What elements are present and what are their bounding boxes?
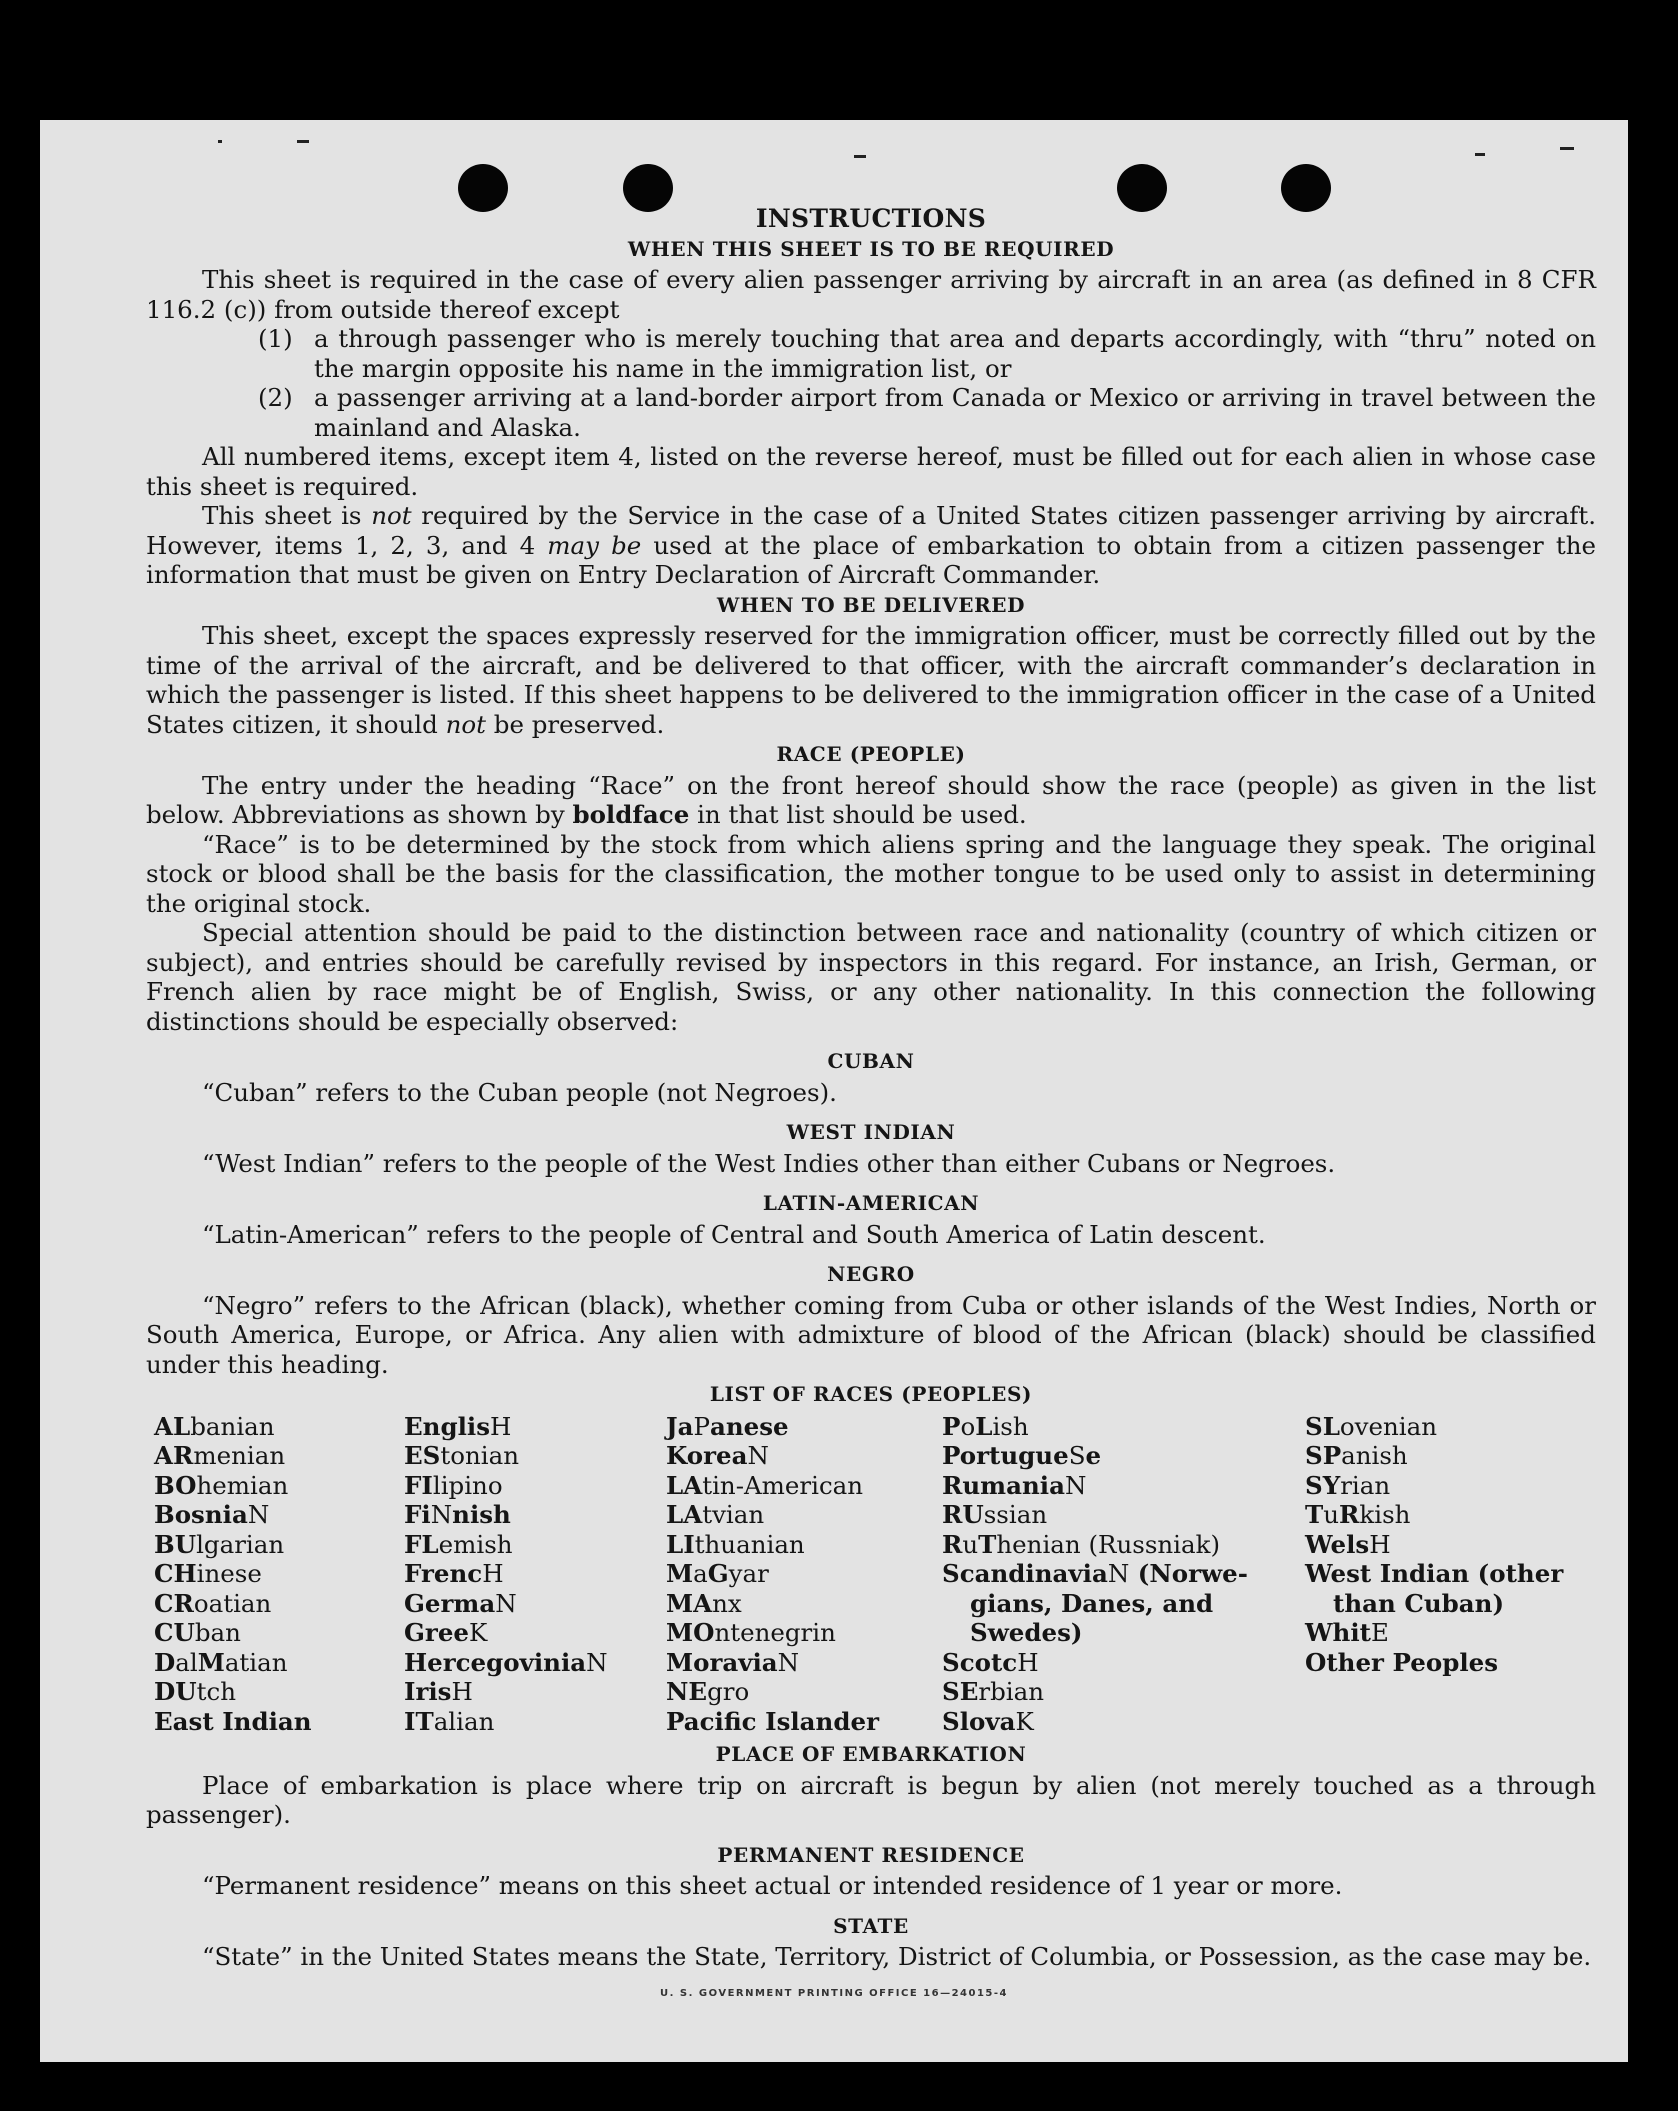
scan-speck bbox=[854, 155, 866, 158]
race-entry: ARmenian bbox=[154, 1441, 286, 1470]
document-sheet bbox=[40, 120, 1628, 2062]
race-entry: gians, Danes, and bbox=[970, 1588, 1214, 1618]
scan-speck bbox=[297, 140, 309, 143]
race-entry: JaPanese bbox=[666, 1411, 789, 1441]
race-entry: Other Peoples bbox=[1305, 1647, 1499, 1677]
race-entry: CHinese bbox=[154, 1559, 262, 1588]
scan-speck bbox=[1475, 153, 1485, 156]
race-entry: NEgro bbox=[666, 1677, 750, 1706]
race-entry: than Cuban) bbox=[1333, 1588, 1505, 1618]
race-entry: Swedes) bbox=[970, 1618, 1083, 1647]
paragraph: This sheet, except the spaces expressly reserved for the immigration officer, must be correctly filled out by the time of the arrival of the aircraft, and be delivered to that officer, with the aircraft commander’s declaration in which the passenger is listed. If this sheet happens to be delivered to the immigration officer in the case of a United States citizen, it should not be preserved. bbox=[146, 621, 1596, 739]
paragraph: “Latin-American” refers to the people of Central and South America of Latin descent. bbox=[202, 1219, 1266, 1249]
item-number: (1) bbox=[258, 324, 293, 353]
races-list bbox=[146, 1412, 1596, 1737]
race-entry: FrencH bbox=[404, 1559, 504, 1588]
race-entry: MoraviaN bbox=[666, 1647, 800, 1677]
item-number: (2) bbox=[258, 383, 293, 412]
section-heading: WHEN TO BE DELIVERED bbox=[716, 592, 1026, 617]
races-column bbox=[666, 1412, 942, 1737]
item-text: a through passenger who is merely touching that area and departs accordingly, with “thru” noted on the margin opposite his name in the immigration list, or bbox=[314, 324, 1596, 383]
scan-speck bbox=[218, 140, 222, 143]
paragraph: “West Indian” refers to the people of the West Indies other than either Cubans or Negroes. bbox=[202, 1148, 1336, 1178]
race-entry: WhitE bbox=[1305, 1618, 1389, 1647]
race-entry: East Indian bbox=[154, 1706, 312, 1736]
paragraph: This sheet is required in the case of every alien passenger arriving by aircraft in an area (as defined in 8 CFR 116.2 (c)) from outside thereof except bbox=[146, 265, 1596, 324]
race-entry: SPanish bbox=[1305, 1441, 1408, 1470]
race-entry: FLemish bbox=[404, 1529, 513, 1559]
instructions-body bbox=[146, 204, 1596, 1972]
race-entry: Pacific Islander bbox=[666, 1706, 879, 1736]
race-entry: DUtch bbox=[154, 1677, 236, 1706]
race-entry: BUlgarian bbox=[154, 1529, 285, 1559]
race-entry: LIthuanian bbox=[666, 1529, 805, 1559]
race-entry: PoLish bbox=[942, 1411, 1029, 1441]
race-entry: MaGyar bbox=[666, 1559, 769, 1588]
race-entry: LAtin-American bbox=[666, 1470, 864, 1500]
paragraph: Special attention should be paid to the distinction between race and nationality (country of which citizen or subject), and entries should be carefully revised by inspectors in this regard. For instance, an Irish, German, or French alien by race might be of English, Swiss, or any other nationality. In this connection the following distinctions should be especially observed: bbox=[146, 918, 1596, 1036]
page-title: INSTRUCTIONS bbox=[755, 204, 987, 233]
race-entry: GreeK bbox=[404, 1618, 488, 1647]
item-text: a passenger arriving at a land-border airport from Canada or Mexico or arriving in travel between the mainland and Alaska. bbox=[314, 383, 1596, 442]
race-entry: MAnx bbox=[666, 1588, 742, 1618]
race-entry: PortugueSe bbox=[942, 1441, 1102, 1470]
paragraph: All numbered items, except item 4, listed on the reverse hereof, must be filled out for each alien in whose case this sheet is required. bbox=[146, 442, 1596, 501]
paragraph: This sheet is not required by the Service in the case of a United States citizen passenger arriving by aircraft. However, items 1, 2, 3, and 4 may be used at the place of embarkation to obtain from a citizen passenger the information that must be given on Entry Declaration of Aircraft Commander. bbox=[146, 501, 1596, 589]
race-entry: SLovenian bbox=[1305, 1411, 1438, 1441]
section-heading: PLACE OF EMBARKATION bbox=[715, 1742, 1027, 1766]
section-heading: WHEN THIS SHEET IS TO BE REQUIRED bbox=[627, 236, 1115, 261]
race-entry: ALbanian bbox=[154, 1411, 275, 1441]
race-entry: IrisH bbox=[404, 1677, 473, 1706]
section-heading: RACE (PEOPLE) bbox=[776, 742, 966, 766]
race-entry: BOhemian bbox=[154, 1470, 289, 1500]
race-entry: DalMatian bbox=[154, 1647, 288, 1677]
race-entry: KoreaN bbox=[666, 1441, 769, 1470]
race-entry: West Indian (other bbox=[1305, 1559, 1564, 1588]
race-entry: CRoatian bbox=[154, 1588, 272, 1618]
races-column bbox=[942, 1412, 1305, 1737]
race-entry: TuRkish bbox=[1305, 1500, 1411, 1529]
paragraph: “Negro” refers to the African (black), whether coming from Cuba or other islands of the West Indies, North or South America, Europe, or Africa. Any alien with admixture of blood of the African (black) should be classified under this heading. bbox=[146, 1290, 1596, 1379]
race-entry: GermaN bbox=[404, 1588, 517, 1618]
race-entry: BosniaN bbox=[154, 1500, 270, 1529]
paragraph: “Permanent residence” means on this sheet actual or intended residence of 1 year or more. bbox=[202, 1871, 1343, 1900]
race-entry: FIlipino bbox=[404, 1470, 503, 1500]
race-entry: WelsH bbox=[1305, 1529, 1391, 1559]
race-entry: SYrian bbox=[1305, 1470, 1391, 1500]
race-entry: SlovaK bbox=[942, 1706, 1034, 1736]
race-entry: RUssian bbox=[942, 1500, 1048, 1529]
section-heading: PERMANENT RESIDENCE bbox=[717, 1842, 1025, 1867]
race-entry: MOntenegrin bbox=[666, 1618, 836, 1647]
race-entry: HercegoviniaN bbox=[404, 1647, 608, 1677]
paragraph: “Cuban” refers to the Cuban people (not Negroes). bbox=[202, 1077, 837, 1107]
paragraph: Place of embarkation is place where trip on aircraft is begun by alien (not merely touched as a through passenger). bbox=[146, 1770, 1596, 1829]
race-entry: LAtvian bbox=[666, 1500, 765, 1529]
scan-speck bbox=[1560, 147, 1574, 150]
race-entry: SErbian bbox=[942, 1677, 1044, 1706]
race-entry: EStonian bbox=[404, 1441, 519, 1470]
section-heading: STATE bbox=[833, 1913, 909, 1938]
race-entry: RuThenian (Russniak) bbox=[942, 1529, 1221, 1559]
race-entry: ITalian bbox=[404, 1706, 495, 1736]
races-column bbox=[404, 1412, 666, 1737]
paragraph: The entry under the heading “Race” on the front hereof should show the race (people) as given in the list below. Abbreviations as shown by boldface in that list should be used. bbox=[146, 770, 1596, 829]
section-heading: LIST OF RACES (PEOPLES) bbox=[709, 1382, 1033, 1406]
races-column bbox=[1305, 1412, 1565, 1737]
race-entry: EnglisH bbox=[404, 1411, 512, 1441]
race-entry: ScotcH bbox=[942, 1647, 1039, 1677]
section-heading: NEGRO bbox=[827, 1262, 915, 1286]
races-column bbox=[146, 1412, 404, 1737]
list-item bbox=[258, 383, 1596, 442]
race-entry: RumaniaN bbox=[942, 1470, 1087, 1500]
list-item bbox=[258, 324, 1596, 383]
section-heading: WEST INDIAN bbox=[786, 1120, 956, 1144]
section-heading: CUBAN bbox=[827, 1049, 915, 1073]
printer-imprint: U. S. GOVERNMENT PRINTING OFFICE 16—24015-4 bbox=[660, 1988, 1008, 1999]
section-heading: LATIN-AMERICAN bbox=[762, 1191, 980, 1215]
paragraph: “Race” is to be determined by the stock from which aliens spring and the language they speak. The original stock or blood shall be the basis for the classification, the mother tongue to be used only to assist in determining the original stock. bbox=[146, 829, 1596, 918]
race-entry: FiNnish bbox=[404, 1500, 511, 1529]
race-entry: CUban bbox=[154, 1618, 241, 1647]
paragraph: “State” in the United States means the State, Territory, District of Columbia, or Possession, as the case may be. bbox=[202, 1942, 1592, 1971]
race-entry: ScandinaviaN (Norwe- bbox=[942, 1559, 1248, 1588]
